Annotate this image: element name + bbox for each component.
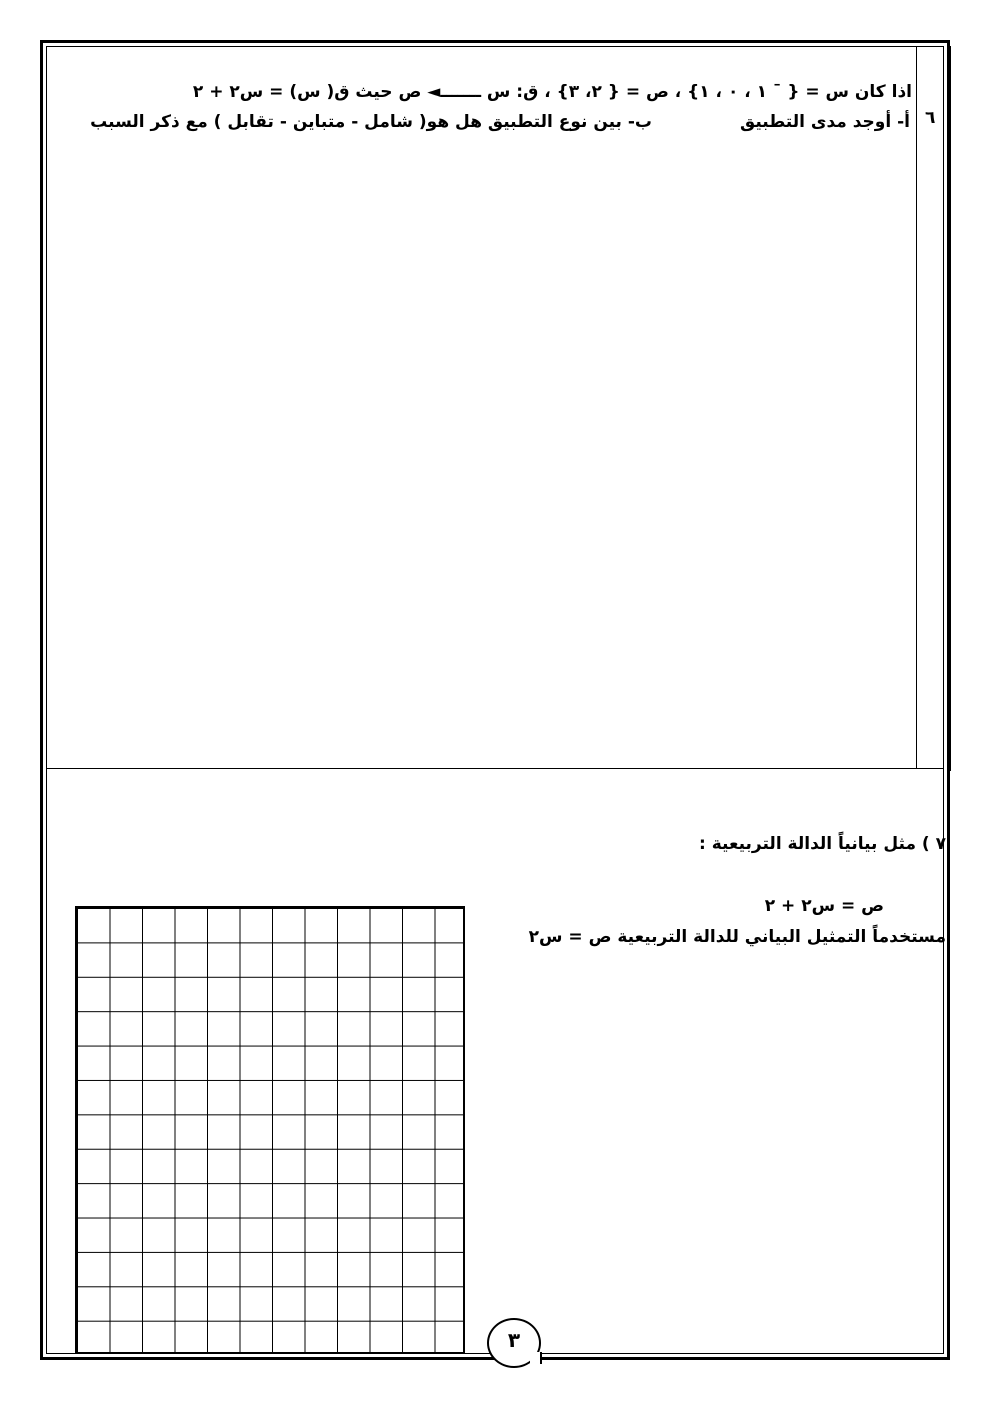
q7-instruction: مستخدماً التمثيل البياني للدالة التربيعية ص = س٢ <box>528 927 946 947</box>
q6-part-a: أ- أوجد مدى التطبيق <box>740 112 910 132</box>
graph-paper-grid <box>75 906 465 1354</box>
q7-equation: ص = س٢ + ٢ <box>764 896 884 916</box>
section-divider <box>46 768 944 769</box>
page-number: ٣ <box>487 1318 541 1368</box>
page-number-tail <box>530 1352 542 1364</box>
q6-part-b: ب- بين نوع التطبيق هل هو( شامل - متباين - تقابل ) مع ذكر السبب <box>90 112 652 132</box>
q6-statement: اذا كان س = { ¯ ١ ، ٠ ، ١} ، ص = { ٢، ٣} ، ق: س ـــــــ◄ ص حيث ق( س) = س٢ + ٢ <box>192 82 912 102</box>
question-number-column-edge <box>948 46 951 771</box>
question-number-column-line <box>916 46 917 769</box>
q7-heading: ٧ ) مثل بيانياً الدالة التربيعية : <box>699 834 946 854</box>
q6-number: ٦ <box>925 108 936 128</box>
